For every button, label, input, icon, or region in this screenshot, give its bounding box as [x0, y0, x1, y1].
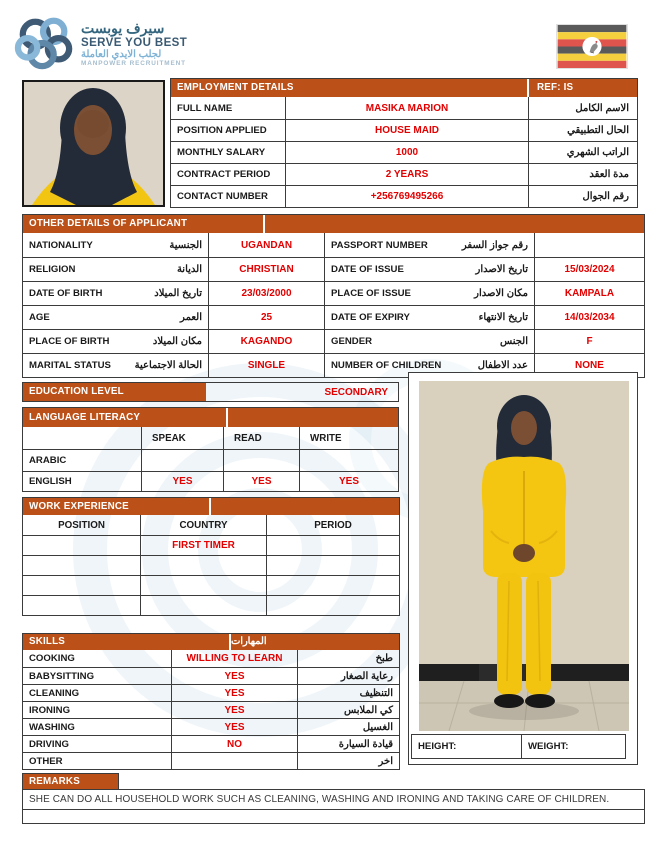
language-name: ARABIC: [29, 455, 67, 466]
field-value: +256769495266: [285, 186, 529, 207]
height-label: HEIGHT:: [412, 735, 522, 758]
field-label-arabic: رقم جواز السفر: [461, 239, 528, 251]
field-label-arabic: التنظيف: [359, 687, 393, 699]
table-header-row: [23, 427, 398, 449]
field-value: [267, 596, 399, 615]
table-row: [171, 97, 637, 119]
other-details-left-column: [23, 233, 325, 377]
table-row: [325, 305, 644, 329]
language-literacy-header: LANGUAGE LITERACY: [23, 408, 228, 427]
work-experience-header-row: [23, 498, 399, 515]
remarks-text: SHE CAN DO ALL HOUSEHOLD WORK SUCH AS CLEANING, WASHING AND IRONING AND TAKING CARE OF CHILDREN.: [22, 789, 645, 810]
remarks-header: REMARKS: [22, 773, 119, 790]
table-row: [23, 353, 324, 377]
field-value: YES: [171, 685, 298, 701]
field-value: F: [534, 330, 644, 353]
field-value: 15/03/2024: [534, 258, 644, 281]
field-label-arabic: تاريخ الاصدار: [475, 264, 528, 275]
field-label-arabic: الحال التطبيقي: [567, 125, 629, 136]
field-label: BABYSITTING: [29, 670, 95, 682]
field-label: MARITAL STATUS: [29, 360, 111, 371]
field-label-arabic: مدة العقد: [589, 169, 629, 180]
logo-arabic-subtitle: لجلب الايدي العاملة: [81, 48, 162, 60]
field-value: [140, 576, 267, 595]
column-header: PERIOD: [314, 519, 352, 531]
table-row: [23, 535, 399, 555]
other-details-table: [22, 214, 645, 378]
other-details-header-row: [23, 215, 644, 233]
field-value: 14/03/2034: [534, 306, 644, 329]
education-level-value: SECONDARY: [324, 386, 388, 398]
table-row: [23, 449, 398, 471]
field-label: IRONING: [29, 704, 71, 716]
language-name: ENGLISH: [29, 476, 72, 487]
table-row: [23, 233, 324, 257]
agency-logo: [14, 15, 187, 71]
field-value: YES: [251, 476, 272, 487]
table-row: [23, 752, 399, 769]
table-row: [23, 735, 399, 752]
field-label-arabic: الجنسية: [169, 239, 202, 251]
table-row: [23, 718, 399, 735]
column-header: POSITION: [58, 519, 105, 531]
table-row: [23, 650, 399, 667]
field-label-arabic: كي الملابس: [344, 704, 393, 716]
language-literacy-header-row: [23, 408, 398, 427]
field-label-arabic: الجنس: [499, 336, 528, 347]
table-row: [23, 684, 399, 701]
field-value: YES: [171, 668, 298, 684]
table-row: [23, 667, 399, 684]
field-value: WILLING TO LEARN: [171, 650, 298, 667]
field-value: NO: [171, 736, 298, 752]
field-value: [23, 576, 140, 595]
logo-subtitle: MANPOWER RECRUITMENT: [81, 59, 186, 67]
language-literacy-table: [22, 407, 399, 492]
field-label: AGE: [29, 312, 50, 323]
field-value: [140, 556, 267, 575]
field-value: [23, 536, 140, 555]
column-header: READ: [223, 427, 299, 449]
remarks-empty-row: [22, 809, 645, 824]
skills-header: SKILLS: [23, 634, 231, 650]
field-value: FIRST TIMER: [140, 536, 267, 555]
field-label: COOKING: [29, 653, 75, 664]
table-row: [325, 257, 644, 281]
field-value: [267, 536, 399, 555]
table-row: [23, 281, 324, 305]
table-header-row: [23, 515, 399, 535]
field-label-arabic: العمر: [180, 312, 202, 323]
field-value: 1000: [285, 142, 529, 163]
field-label-arabic: الاسم الكامل: [575, 102, 629, 114]
table-row: [325, 233, 644, 257]
field-value: 2 YEARS: [285, 164, 529, 185]
column-header: COUNTRY: [140, 515, 267, 535]
field-label: RELIGION: [29, 264, 76, 275]
education-level-header: EDUCATION LEVEL: [23, 383, 206, 401]
work-experience-table: [22, 497, 400, 616]
ref-cell: REF: IS: [527, 79, 637, 97]
column-header: WRITE: [299, 427, 398, 449]
field-label-arabic: عدد الاطفال: [477, 360, 528, 371]
field-value: UGANDAN: [208, 233, 324, 257]
field-label: DRIVING: [29, 738, 69, 750]
field-label-arabic: الديانة: [176, 264, 202, 275]
education-level-row: [22, 382, 399, 402]
table-row: [171, 163, 637, 185]
field-label: CLEANING: [29, 687, 80, 699]
table-row: [23, 595, 399, 615]
work-experience-header-spacer: [211, 498, 399, 515]
table-row: [23, 305, 324, 329]
applicant-headshot-photo: [22, 80, 165, 207]
logo-title: SERVE YOU BEST: [81, 36, 188, 49]
language-literacy-header-spacer: [228, 408, 398, 427]
other-details-header-spacer: [265, 215, 644, 233]
other-details-header: OTHER DETAILS OF APPLICANT: [23, 215, 265, 233]
field-label: OTHER: [29, 755, 63, 767]
field-value: KAGANDO: [208, 330, 324, 353]
uganda-flag-icon: [556, 24, 628, 69]
field-value: NONE: [534, 354, 644, 377]
employment-details-header-row: [171, 79, 637, 97]
field-value: [23, 556, 140, 575]
table-row: [23, 555, 399, 575]
logo-text-block: [81, 20, 187, 67]
employment-details-table: [170, 78, 638, 208]
field-value: [534, 233, 644, 257]
logo-rings-icon: [14, 15, 76, 71]
field-value: HOUSE MAID: [285, 120, 529, 141]
field-value: 23/03/2000: [208, 282, 324, 305]
column-header: SPEAK: [141, 427, 223, 449]
field-label-arabic: الراتب الشهري: [566, 147, 629, 158]
field-label-arabic: مكان الميلاد: [152, 336, 202, 347]
field-value: [267, 556, 399, 575]
applicant-fullbody-photo: [419, 381, 629, 731]
field-label-arabic: الحالة الاجتماعية: [134, 360, 202, 371]
field-label: PLACE OF ISSUE: [331, 288, 411, 299]
field-value: [171, 753, 298, 769]
weight-label: WEIGHT:: [528, 741, 569, 752]
field-label: DATE OF ISSUE: [331, 264, 404, 275]
skills-table: [22, 633, 400, 770]
table-row: [325, 329, 644, 353]
table-row: [325, 281, 644, 305]
field-label-arabic: رقم الجوال: [582, 191, 629, 202]
field-label: DATE OF BIRTH: [29, 288, 103, 299]
field-label: PLACE OF BIRTH: [29, 336, 110, 347]
table-row: [171, 141, 637, 163]
field-label-arabic: قيادة السيارة: [338, 738, 393, 750]
table-row: [23, 471, 398, 491]
logo-arabic-title: سيرف يوبست: [81, 19, 165, 36]
field-value: YES: [171, 702, 298, 718]
field-label-arabic: رعاية الصغار: [341, 670, 393, 682]
field-label: NATIONALITY: [29, 239, 93, 251]
field-label-arabic: تاريخ الانتهاء: [478, 312, 528, 323]
skills-header-arabic: المهارات: [231, 636, 267, 648]
field-value: KAMPALA: [534, 282, 644, 305]
field-value: [267, 576, 399, 595]
table-row: [23, 329, 324, 353]
field-value: CHRISTIAN: [208, 258, 324, 281]
field-label-arabic: الغسيل: [362, 721, 393, 733]
field-value: MASIKA MARION: [285, 97, 529, 119]
other-details-right-column: [325, 233, 644, 377]
field-label: FULL NAME: [177, 102, 233, 114]
field-label: CONTRACT PERIOD: [177, 169, 271, 180]
field-label-arabic: تاريخ الميلاد: [154, 288, 202, 299]
field-value: YES: [172, 476, 193, 487]
field-value: 25: [208, 306, 324, 329]
field-label-arabic: طبخ: [375, 653, 393, 664]
field-label: WASHING: [29, 721, 75, 733]
table-row: [23, 257, 324, 281]
field-label: PASSPORT NUMBER: [331, 239, 428, 251]
table-row: [23, 575, 399, 595]
employment-details-header: EMPLOYMENT DETAILS: [177, 82, 294, 94]
table-row: [171, 185, 637, 207]
work-experience-header: WORK EXPERIENCE: [23, 498, 211, 515]
field-value: [23, 596, 140, 615]
field-label: GENDER: [331, 336, 373, 347]
field-label: DATE OF EXPIRY: [331, 312, 410, 323]
field-label: MONTHLY SALARY: [177, 147, 266, 158]
field-value: SINGLE: [208, 354, 324, 377]
field-label: CONTACT NUMBER: [177, 191, 268, 202]
skills-header-row: [23, 634, 399, 650]
measurements-row: [411, 734, 626, 759]
field-label: NUMBER OF CHILDREN: [331, 360, 442, 371]
table-row: [171, 119, 637, 141]
field-label: POSITION APPLIED: [177, 125, 267, 136]
field-label-arabic: مكان الاصدار: [474, 288, 528, 299]
field-value: YES: [171, 719, 298, 735]
field-value: YES: [338, 476, 359, 487]
field-value: [140, 596, 267, 615]
applicant-fullbody-photo-box: [408, 372, 638, 765]
table-row: [23, 701, 399, 718]
field-label-arabic: اخر: [378, 755, 393, 767]
